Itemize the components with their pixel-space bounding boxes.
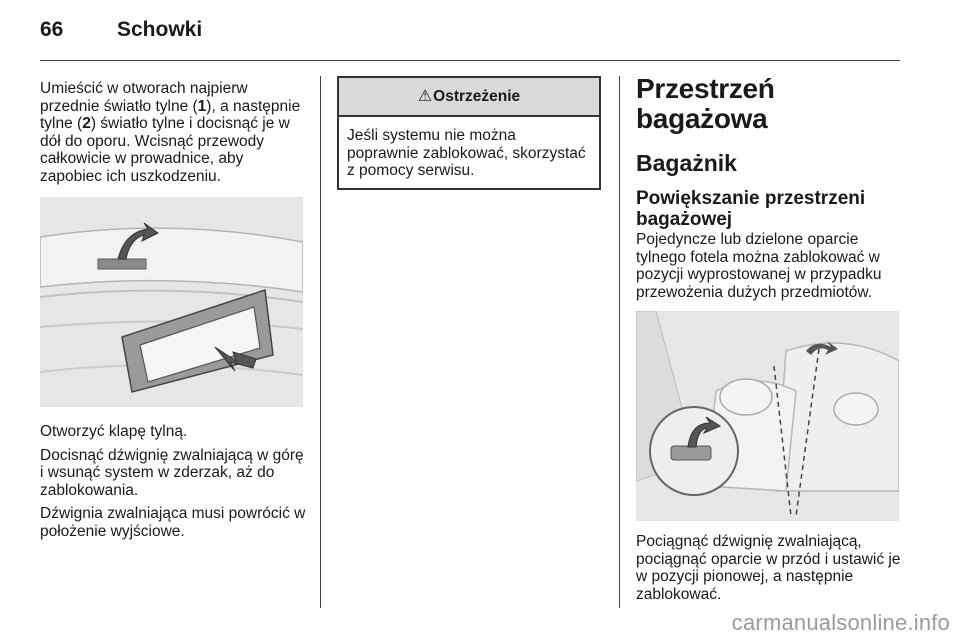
warning-title: Ostrzeżenie [433,88,521,105]
warning-text: Jeśli systemu nie można poprawnie zablokować, skorzystać z pomocy serwisu. [347,127,586,179]
watermark: carmanualsonline.info [731,610,950,635]
seat-lock-paragraph: Pojedyncze lub dzielone oparcie tylnego fotela można zablokować w pozycji wyprostowanej w przypadku przewożenia dużych przedmiotów. [636,231,882,301]
section-heading: Przestrzeń bagażowa [636,73,775,134]
topic-heading: Powiększanie przestrzeni bagażowej [636,188,866,230]
page-number: 66 [40,18,64,41]
column-right [636,74,902,609]
step-open-tailgate: Otworzyć klapę tylną. [40,423,188,440]
chapter-title: Schowki [117,18,203,41]
rear-seat-illustration [636,311,899,521]
intro-paragraph: Umieścić w otworach najpierw przednie światło tylne (1), a następnie tylne (2) światło tylne i docisnąć je w dół do oporu. Wcisnąć przewody całkowicie w prowadnice, aby zapobiec ich uszkodzeniu. [40,80,301,185]
column-divider-left [320,76,321,608]
step-lever-return: Dźwignia zwalniająca musi powrócić w położenie wyjściowe. [40,505,306,540]
bumper-carrier-illustration [40,197,303,407]
warning-header [339,78,599,117]
warning-box [337,76,601,190]
column-middle [337,76,601,190]
subsection-heading: Bagażnik [636,150,737,176]
unlock-instruction-paragraph: Pociągnąć dźwignię zwalniającą, pociągnąć oparcie w przód i ustawić je w pozycji pionowej, a następnie zablokować. [636,533,901,603]
warning-triangle-icon: ⚠ [417,88,433,105]
step-push-lever: Docisnąć dźwignię zwalniającą w górę i wsunąć system w zderzak, aż do zablokowania. [40,446,304,499]
header-rule [40,60,900,61]
column-divider-right [619,76,620,608]
column-left [40,80,308,546]
